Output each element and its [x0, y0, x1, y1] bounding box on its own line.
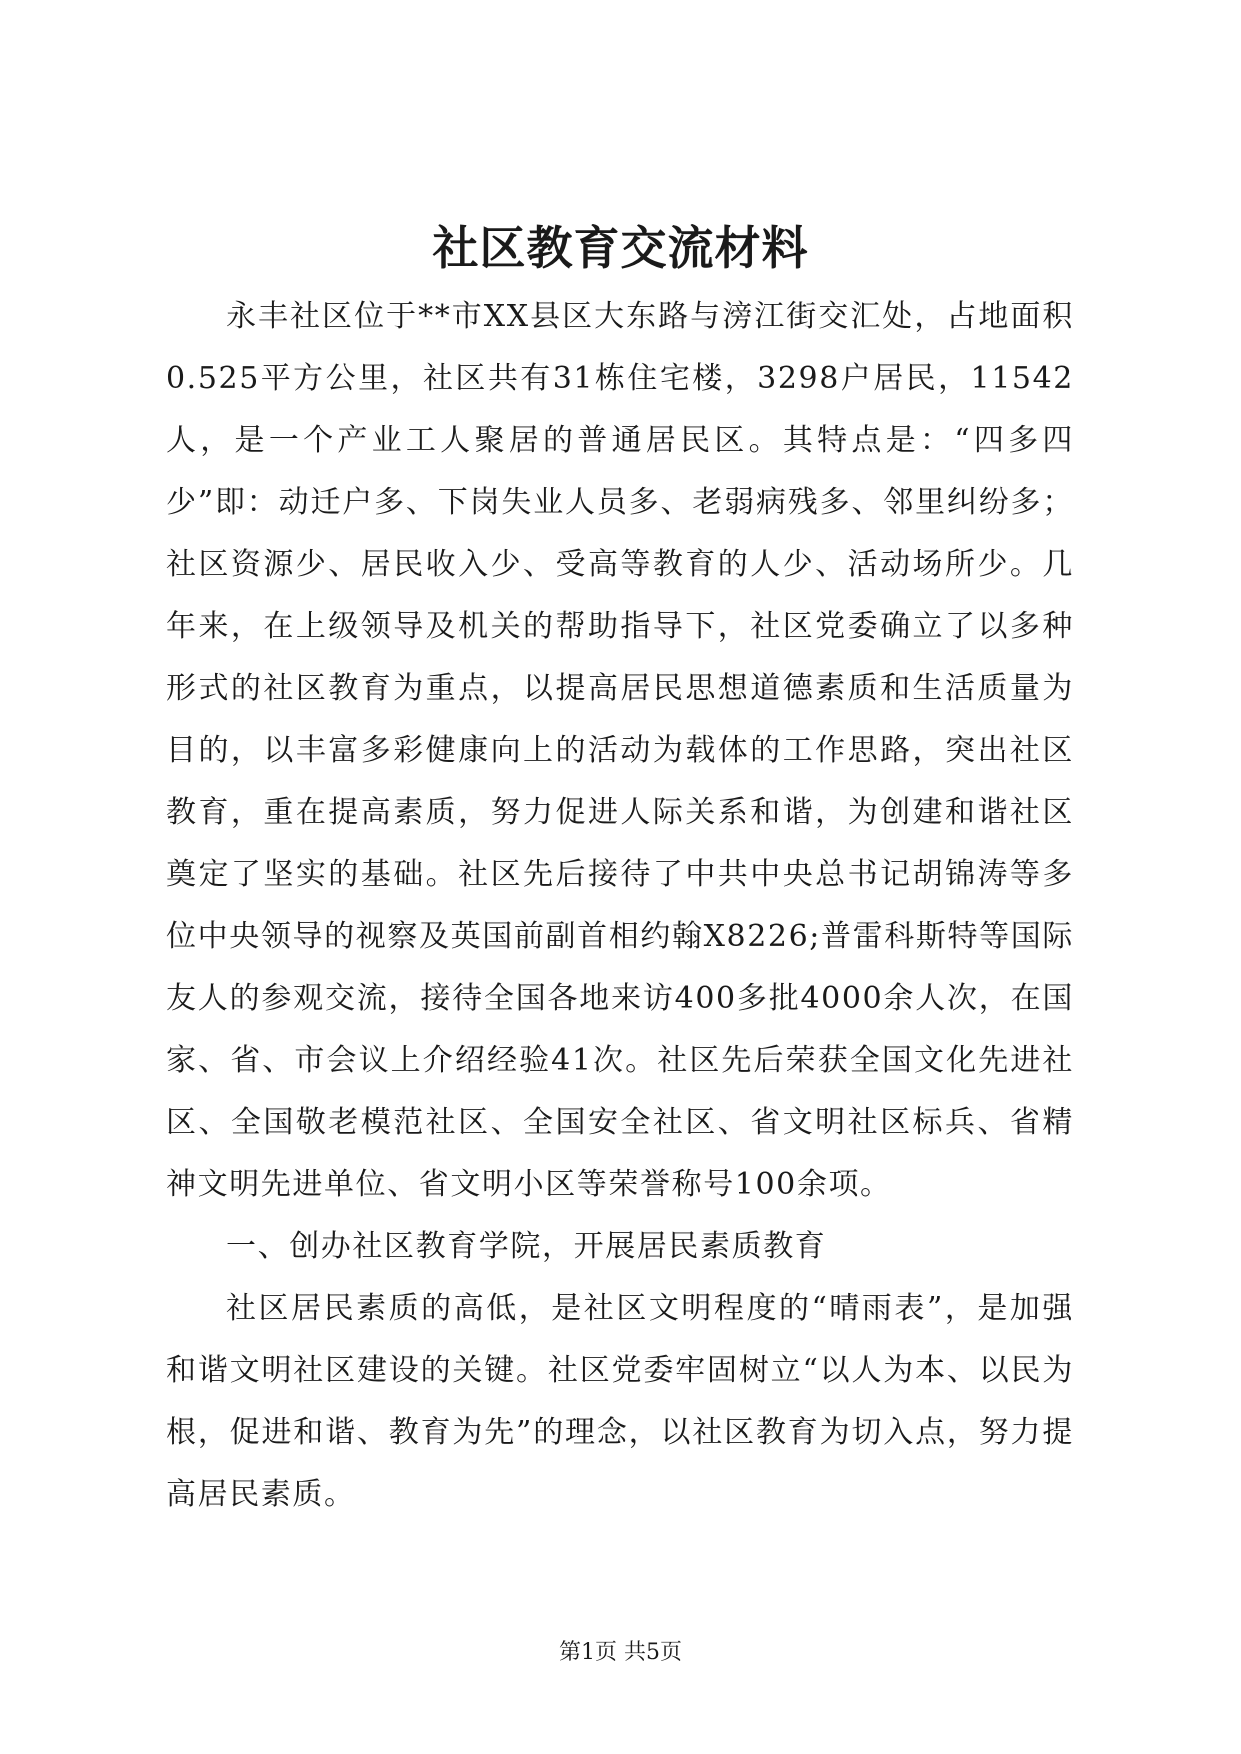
- document-body: [166, 286, 1074, 1526]
- page-number-footer: 第1页 共5页: [559, 1640, 682, 1665]
- section-heading-1: 一、创办社区教育学院，开展居民素质教育: [226, 1229, 827, 1264]
- document-title: 社区教育交流材料: [432, 221, 809, 275]
- section-1-paragraph: 社区居民素质的高低，是社区文明程度的“晴雨表”，是加强和谐文明社区建设的关键。社区党委牢固树立“以人为本、以民为根，促进和谐、教育为先”的理念，以社区教育为切入点，努力提高居民素质。: [166, 1291, 1074, 1512]
- intro-paragraph: 永丰社区位于**市XX县区大东路与滂江街交汇处，占地面积0.525平方公里，社区共有31栋住宅楼，3298户居民，11542人，是一个产业工人聚居的普通居民区。其特点是：“四多四少”即：动迁户多、下岗失业人员多、老弱病残多、邻里纠纷多；社区资源少、居民收入少、受高等教育的人少、活动场所少。几年来，在上级领导及机关的帮助指导下，社区党委确立了以多种形式的社区教育为重点，以提高居民思想道德素质和生活质量为目的，以丰富多彩健康向上的活动为载体的工作思路，突出社区教育，重在提高素质，努力促进人际关系和谐，为创建和谐社区奠定了坚实的基础。社区先后接待了中共中央总书记胡锦涛等多位中央领导的视察及英国前副首相约翰X8226;普雷科斯特等国际友人的参观交流，接待全国各地来访400多批4000余人次，在国家、省、市会议上介绍经验41次。社区先后荣获全国文化先进社区、全国敬老模范社区、全国安全社区、省文明社区标兵、省精神文明先进单位、省文明小区等荣誉称号100余项。: [166, 299, 1074, 1202]
